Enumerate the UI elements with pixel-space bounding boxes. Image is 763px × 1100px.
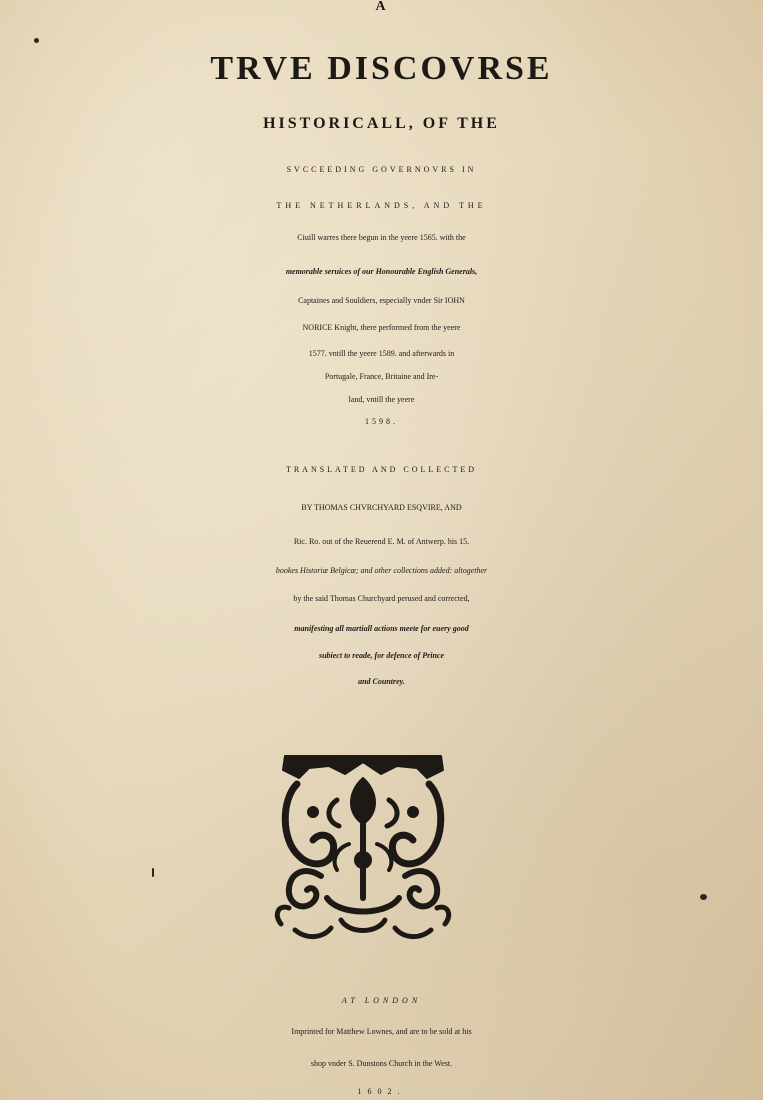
credit-line-country: and Countrey. — [358, 677, 405, 686]
title-line-norice: NORICE Knight, there performed from the yeere — [302, 323, 461, 332]
imprint-line-london: AT LONDON — [341, 996, 422, 1005]
credit-line-bookes: bookes Historiæ Belgicæ; and other collections added: altogether — [275, 566, 488, 575]
title-line-ciuill: Ciuill warres there begun in the yeere 1565. with the — [297, 233, 466, 242]
imprint-line-shop: shop vnder S. Dunstons Church in the West. — [310, 1059, 453, 1068]
ink-speck — [34, 38, 39, 43]
foliate-woodcut-ornament-icon — [267, 748, 459, 944]
credit-line-said: by the said Thomas Churchyard perused and corrected, — [293, 594, 470, 603]
title-line-1577: 1577. vntill the yeere 1589. and afterwards in — [308, 349, 455, 358]
ink-speck — [700, 894, 707, 900]
title-line-portugale: Portugale, France, Britaine and Ire- — [324, 372, 439, 381]
title-line-ireland: land, vntill the yeere — [348, 395, 415, 404]
title-line-true-discourse: TRVE DISCOVRSE — [210, 50, 553, 87]
credit-line-manifesting: manifesting all martiall actions meete for euery good — [294, 624, 469, 633]
credit-line-ricro: Ric. Ro. out of the Reuerend E. M. of Antwerp. his 15. — [293, 537, 470, 546]
title-line-1598: 1598. — [365, 417, 398, 426]
imprint-line-year: 1602. — [357, 1087, 406, 1096]
title-line-a: A — [375, 0, 388, 14]
title-line-historicall: HISTORICALL, OF THE — [263, 115, 500, 132]
credit-line-translated: TRANSLATED AND COLLECTED — [285, 465, 478, 474]
title-line-memorable: memorable seruices of our Honourable English Generals, — [285, 267, 478, 276]
title-line-captaines: Captaines and Souldiers, especially vnder Sir IOHN — [298, 296, 465, 305]
title-line-netherlands: THE NETHERLANDS, AND THE — [276, 201, 487, 210]
credit-line-subiect: subiect to reade, for defence of Prince — [318, 651, 445, 660]
credit-line-by: BY THOMAS CHVRCHYARD ESQVIRE, AND — [301, 503, 462, 512]
imprint-line-imprinted: Imprinted for Matthew Lownes, and are to be sold at his — [291, 1027, 472, 1036]
title-line-succeeding: SVCCEEDING GOVERNOVRS IN — [286, 165, 477, 174]
ink-speck — [152, 868, 154, 877]
